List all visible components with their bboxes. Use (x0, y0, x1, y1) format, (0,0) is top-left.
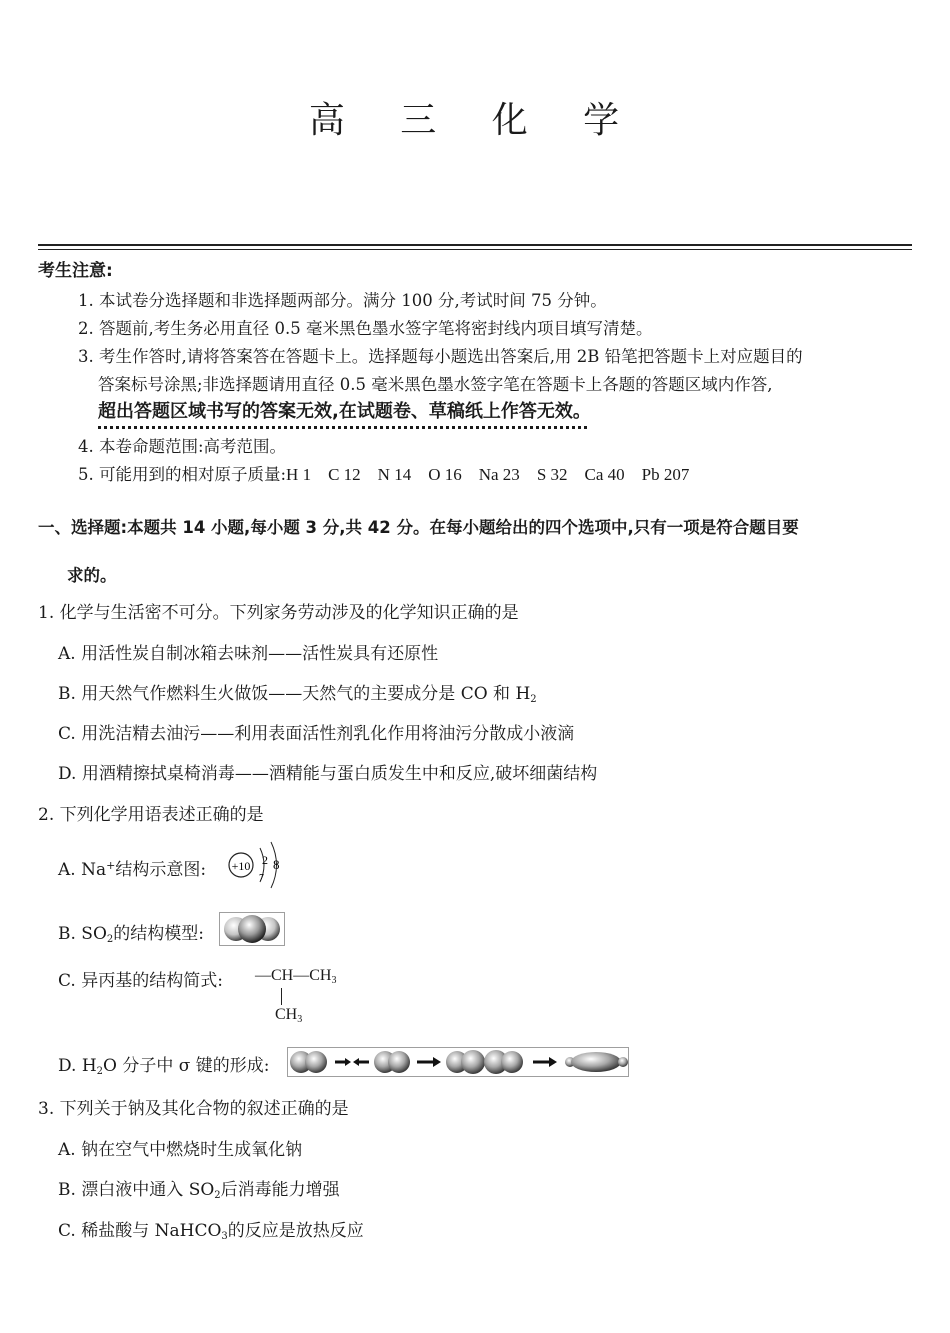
isopropyl-branch: CH (275, 1006, 298, 1023)
atomic-mass-label: 5. 可能用到的相对原子质量: (78, 465, 287, 484)
section-1-heading: 一、选择题:本题共 14 小题,每小题 3 分,共 42 分。在每小题给出的四个选项中,只有一项是符合题目要 (38, 518, 799, 537)
question-1-stem: 1. 化学与生活密不可分。下列家务劳动涉及的化学知识正确的是 (38, 603, 519, 623)
q2-d-h: D. H (58, 1056, 97, 1076)
section-1-heading-cont: 求的。 (67, 566, 117, 585)
q2-b-sub: 2 (106, 934, 114, 945)
atomic-mass-o: O 16 (428, 465, 462, 484)
sigma-bond-orbital (571, 1052, 621, 1072)
notice-item-4: 4. 本卷命题范围:高考范围。 (78, 437, 287, 456)
isopropyl-chain-sub: 3 (331, 975, 337, 986)
question-1-option-c: C. 用洗洁精去油污——利用表面活性剂乳化作用将油污分散成小液滴 (58, 724, 575, 744)
atomic-mass-c: C 12 (328, 465, 361, 484)
sigma-lobe-right (618, 1057, 628, 1067)
q3-c-sub: 3 (221, 1231, 228, 1242)
arrow-2-head (549, 1057, 557, 1067)
notice-item-1: 1. 本试卷分选择题和非选择题两部分。满分 100 分,考试时间 75 分钟。 (78, 291, 607, 310)
isopropyl-formula-top (255, 967, 336, 986)
so2-space-filling-model (219, 912, 285, 946)
shell-1-electrons: 2 (262, 853, 268, 867)
notice-heading: 考生注意: (38, 261, 113, 281)
isopropyl-chain: —CH—CH (255, 967, 332, 984)
atomic-mass-s: S 32 (536, 465, 568, 484)
arrow-left-small-head (353, 1058, 359, 1066)
question-1-option-d: D. 用酒精擦拭桌椅消毒——酒精能与蛋白质发生中和反应,破坏细菌结构 (58, 764, 598, 784)
notice-item-3-line-2: 答案标号涂黑;非选择题请用直径 0.5 毫米黑色墨水签字笔在答题卡上各题的答题区域内作答, (98, 375, 773, 394)
isopropyl-formula-bottom (275, 1006, 302, 1025)
question-2-stem: 2. 下列化学用语表述正确的是 (38, 805, 264, 825)
q3-c-pre: C. 稀盐酸与 NaHCO (58, 1221, 222, 1241)
sulfur-atom (238, 915, 266, 943)
question-1-option-b (58, 679, 537, 705)
isopropyl-branch-sub: 3 (297, 1014, 303, 1025)
arrow-right-small-head (345, 1058, 351, 1066)
q3-c-post: 的反应是放热反应 (227, 1221, 364, 1241)
atomic-mass-h: H 1 (286, 465, 312, 484)
question-3-option-c (58, 1216, 364, 1242)
page-title: 高 三 化 学 (308, 100, 642, 141)
q3-b-sub: 2 (214, 1190, 221, 1201)
question-2-option-a (58, 855, 206, 880)
nucleus-charge: +10 (231, 859, 251, 873)
h2o-sigma-bond-formation-diagram (287, 1047, 629, 1077)
question-1-option-a: A. 用活性炭自制冰箱去味剂——活性炭具有还原性 (58, 644, 439, 664)
question-3-option-a: A. 钠在空气中燃烧时生成氧化钠 (58, 1140, 303, 1160)
notice-item-3-line-1: 3. 考生作答时,请将答案答在答题卡上。选择题每小题选出答案后,用 2B 铅笔把答题卡上对应题目的 (78, 347, 803, 366)
isopropyl-bond-line (281, 988, 282, 1005)
q2-d-sub: 2 (96, 1066, 104, 1077)
q2-b-so: B. SO (58, 924, 107, 944)
q2-a-label: 结构示意图: (115, 860, 207, 880)
shell-2-electrons: 8 (273, 857, 280, 872)
shell-extra-mark: 7 (259, 873, 264, 884)
q2-a-sup: + (106, 859, 116, 872)
question-3-option-b (58, 1175, 340, 1201)
orbital-2b (388, 1051, 410, 1073)
q1-b-text: B. 用天然气作燃料生火做饭——天然气的主要成分是 CO 和 H (58, 684, 531, 704)
arrow-1-head (433, 1057, 441, 1067)
notice-item-5 (78, 461, 706, 485)
q2-b-label: 的结构模型: (113, 924, 204, 944)
question-2-option-b (58, 919, 204, 945)
atomic-mass-pb: Pb 207 (641, 465, 690, 484)
atomic-mass-ca: Ca 40 (584, 465, 625, 484)
atomic-mass-n: N 14 (377, 465, 412, 484)
question-2-option-d (58, 1051, 270, 1077)
q3-b-post: 后消毒能力增强 (220, 1180, 340, 1200)
q3-b-pre: B. 漂白液中通入 SO (58, 1180, 215, 1200)
orbital-3d (501, 1051, 523, 1073)
q2-a-na: A. Na (58, 860, 107, 880)
question-3-stem: 3. 下列关于钠及其化合物的叙述正确的是 (38, 1099, 349, 1119)
header-rule-thick (38, 244, 912, 246)
header-rule-thin (38, 249, 912, 250)
notice-item-3-emphasis: 超出答题区域书写的答案无效,在试题卷、草稿纸上作答无效。 (98, 401, 591, 422)
orbital-1b (305, 1051, 327, 1073)
notice-item-2: 2. 答题前,考生务必用直径 0.5 毫米黑色墨水签字笔将密封线内项目填写清楚。 (78, 319, 653, 338)
atomic-mass-na: Na 23 (478, 465, 520, 484)
sodium-ion-structure-diagram (222, 838, 288, 892)
question-2-option-c: C. 异丙基的结构简式: (58, 971, 223, 991)
q2-d-label: O 分子中 σ 键的形成: (103, 1056, 270, 1076)
q1-b-sub: 2 (530, 694, 537, 705)
orbital-3b (461, 1050, 485, 1074)
